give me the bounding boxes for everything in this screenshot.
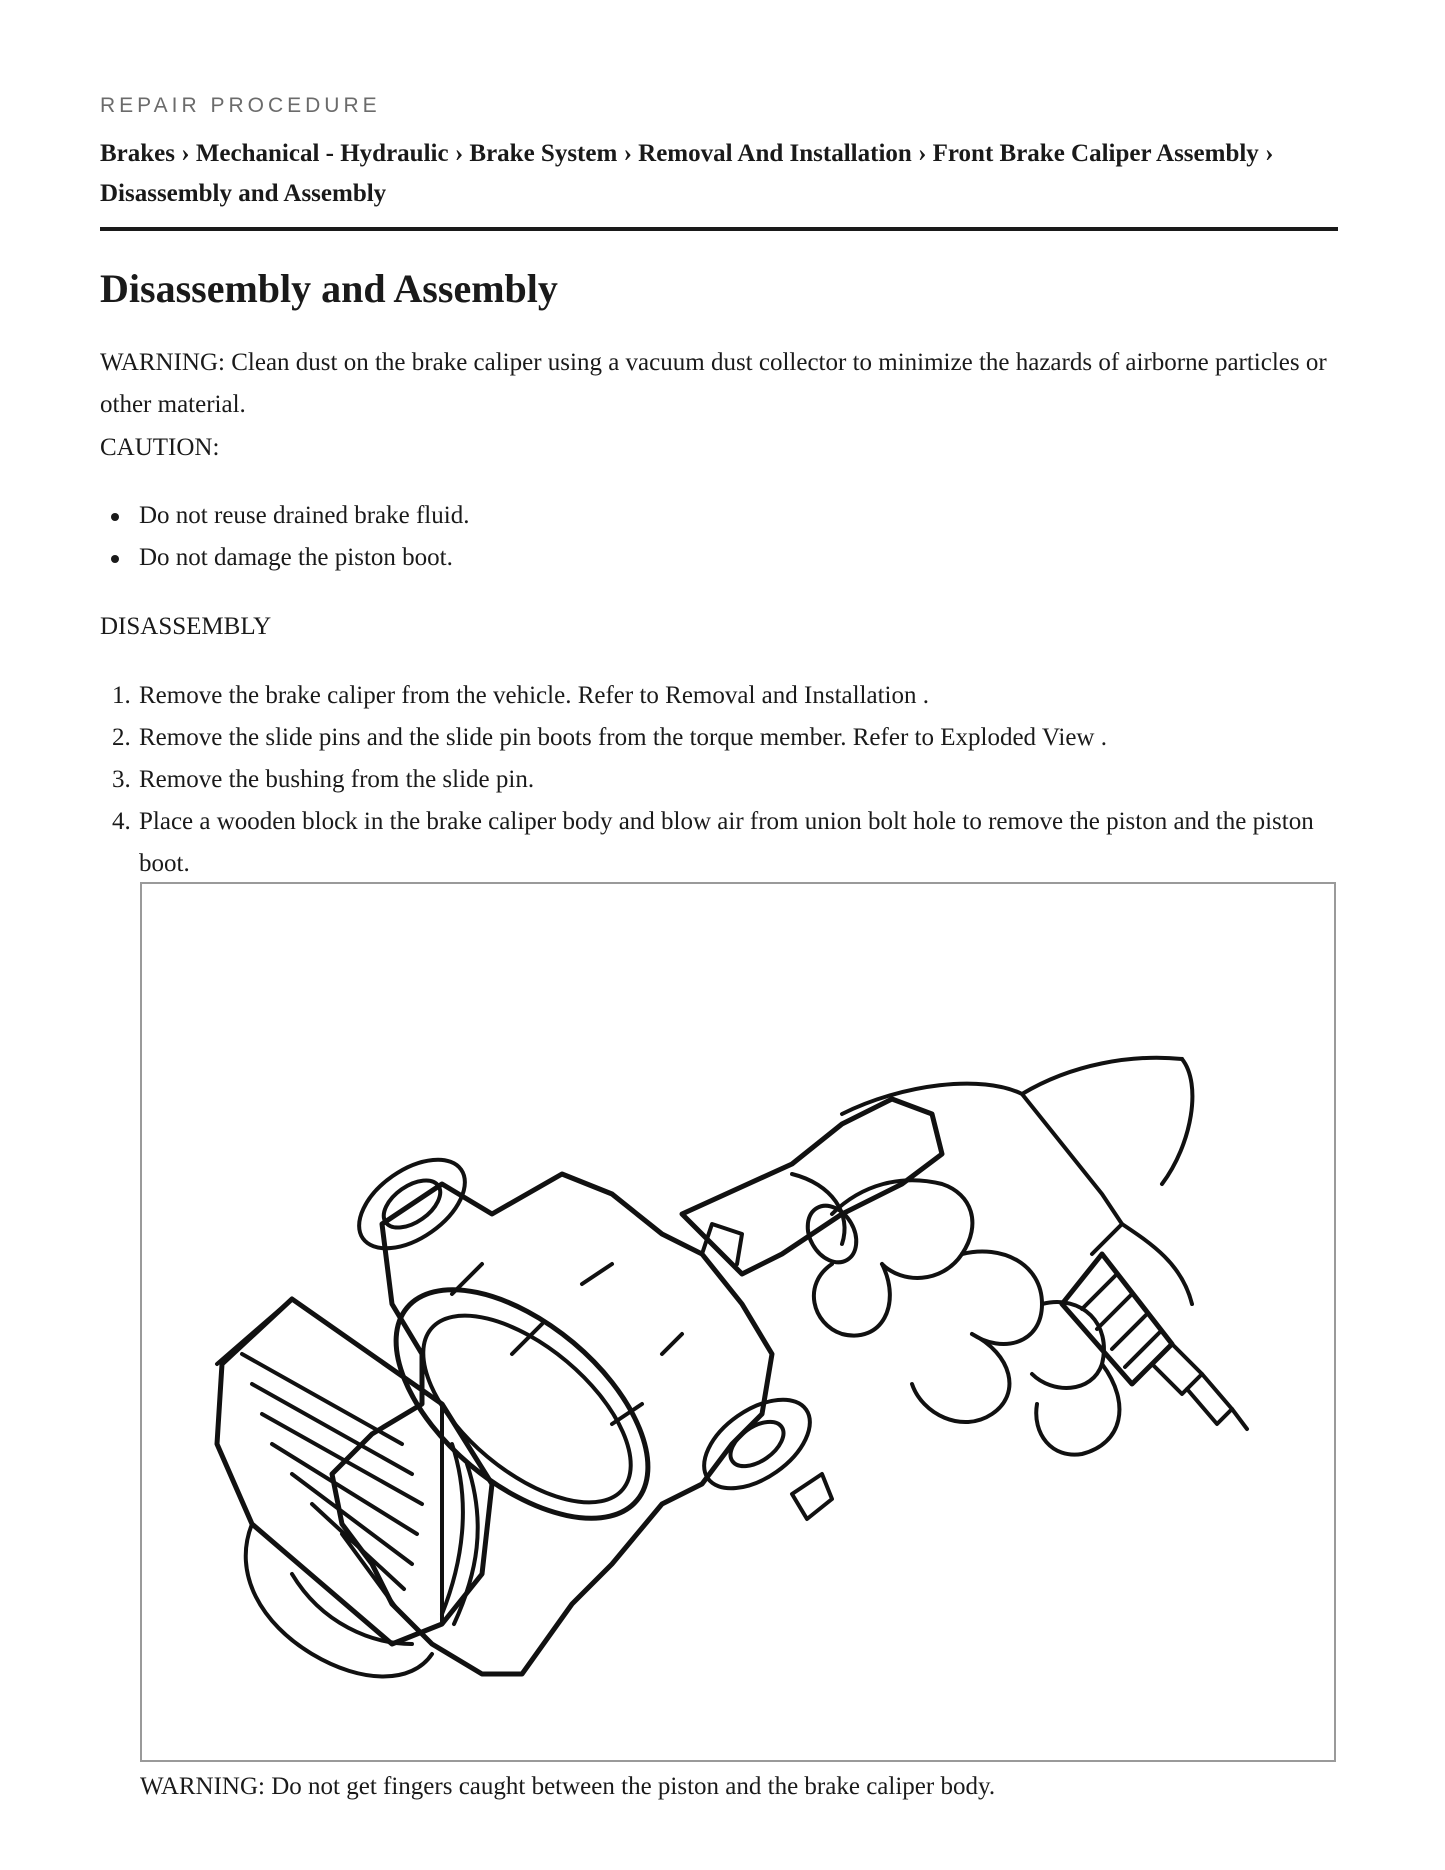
step-item [100,759,1338,801]
breadcrumb-current: Disassembly and Assembly [100,180,387,207]
page-title: Disassembly and Assembly [100,266,558,311]
procedure-figure [140,882,1336,1762]
caution-list [100,495,469,579]
step-text: Remove the bushing from the slide pin. [139,766,535,793]
step-number: 2. [112,724,131,751]
brake-caliper-air-gun-illustration-icon [142,884,1334,1760]
section-label: DISASSEMBLY [100,613,272,640]
figure-warning: WARNING: Do not get fingers caught between the piston and the brake caliper body. [140,1773,996,1800]
step-number: 1. [112,682,131,709]
breadcrumb-item[interactable]: Mechanical - Hydraulic [195,140,449,167]
breadcrumb-separator: › [623,140,639,167]
step-item [100,717,1338,759]
list-item: Do not reuse drained brake fluid. [100,495,469,537]
breadcrumb-separator: › [454,140,470,167]
list-item: Do not damage the piston boot. [100,537,469,579]
breadcrumb-separator: › [918,140,933,167]
breadcrumb-item[interactable]: Removal And Installation [638,140,912,167]
step-item [100,675,1338,717]
step-text: Remove the slide pins and the slide pin boots from the torque member. Refer to Exploded View . [139,724,1107,751]
step-text: Place a wooden block in the brake caliper body and blow air from union bolt hole to remove the piston and the piston boot. [139,808,1314,877]
step-number: 3. [112,766,131,793]
caution-label: CAUTION: [100,434,220,461]
step-item [100,801,1338,885]
step-number: 4. [112,808,131,835]
header-divider [100,227,1338,231]
breadcrumb [100,134,1338,214]
breadcrumb-separator: › [1265,140,1274,167]
section-eyebrow: REPAIR PROCEDURE [100,94,381,117]
breadcrumb-separator: › [181,140,196,167]
steps-list [100,675,1338,885]
breadcrumb-item[interactable]: Brakes [100,140,175,167]
breadcrumb-item[interactable]: Brake System [469,140,618,167]
step-text: Remove the brake caliper from the vehicle. Refer to Removal and Installation . [139,682,929,709]
breadcrumb-item[interactable]: Front Brake Caliper Assembly [932,140,1259,167]
warning-text: WARNING: Clean dust on the brake caliper using a vacuum dust collector to minimize the hazards of airborne particles or other material. [100,349,1327,418]
